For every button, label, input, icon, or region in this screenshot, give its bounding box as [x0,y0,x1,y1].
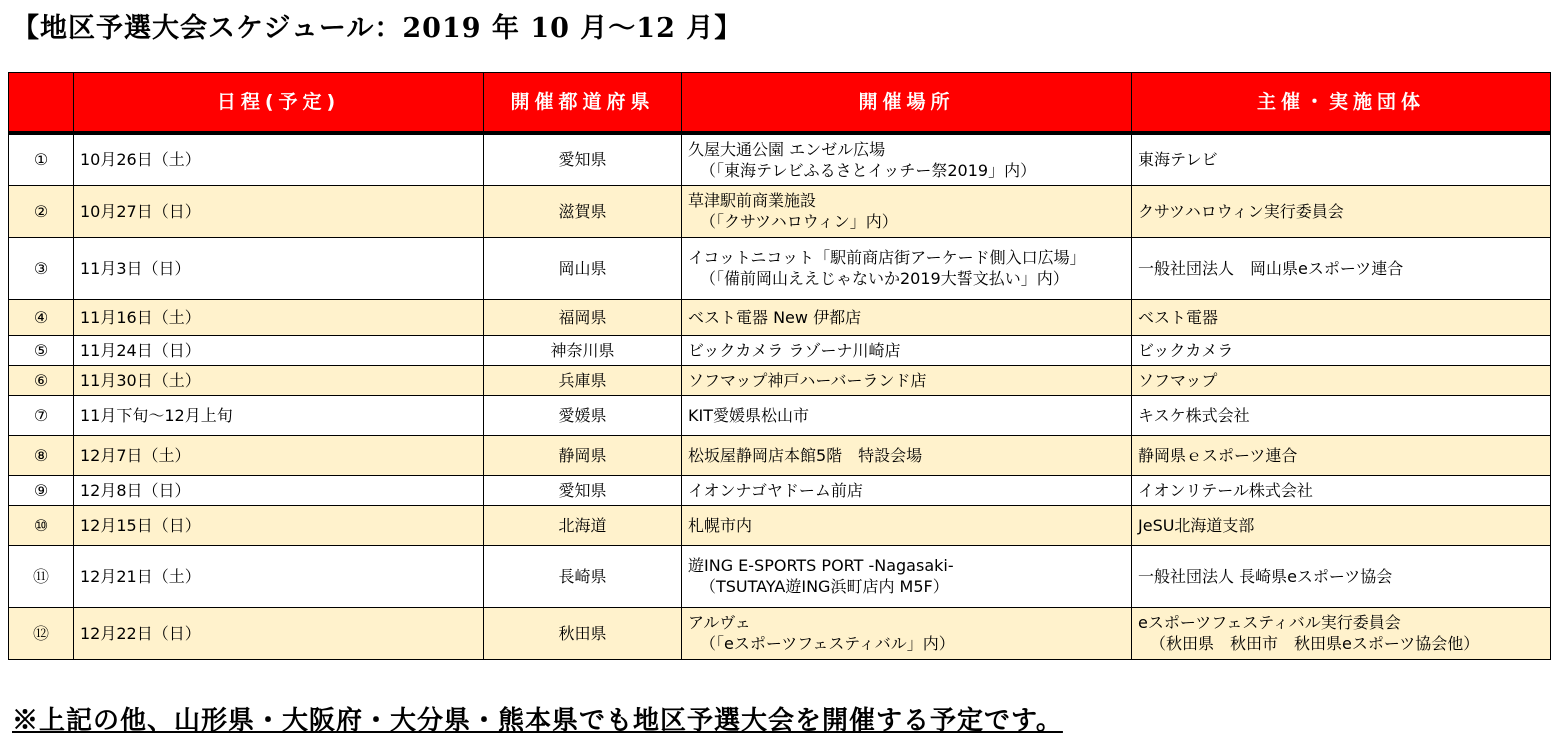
row-date [74,185,484,237]
row-venue [682,545,1132,607]
table-row [9,475,1551,505]
row-venue [682,365,1132,395]
row-number [9,395,74,435]
row-prefecture [484,185,682,237]
row-organizer [1132,545,1551,607]
row-organizer-text: 静岡県ｅスポーツ連合 [1138,445,1298,465]
row-organizer [1132,185,1551,237]
table-header-row [9,73,1551,134]
row-organizer-text: クサツハロウィン実行委員会 [1138,201,1344,221]
row-prefecture-text: 滋賀県 [558,201,607,221]
header-prefecture: 開催都道府県 [484,73,682,134]
row-organizer [1132,299,1551,335]
row-prefecture [484,237,682,299]
table-row [9,607,1551,659]
row-prefecture [484,299,682,335]
row-prefecture [484,133,682,185]
row-number-text: ① [33,150,49,170]
row-number [9,365,74,395]
row-organizer [1132,237,1551,299]
row-organizer [1132,607,1551,659]
row-venue [682,505,1132,545]
row-date-text: 12月8日（日） [80,480,191,500]
row-venue [682,185,1132,237]
table-row [9,237,1551,299]
row-organizer [1132,475,1551,505]
table-row [9,545,1551,607]
row-date-text: 12月22日（日） [80,623,201,643]
row-venue-text: イコットニコット「駅前商店街アーケード側入口広場」 [688,248,1086,267]
row-venue [682,133,1132,185]
row-venue [682,237,1132,299]
row-date-text: 11月24日（日） [80,340,201,360]
row-number-text: ④ [33,307,49,327]
row-number [9,607,74,659]
row-date [74,545,484,607]
row-number-text: ⑩ [33,515,49,535]
row-organizer [1132,335,1551,365]
row-venue-text: 久屋大通公園 エンゼル広場 [688,139,886,159]
row-prefecture [484,365,682,395]
row-date [74,133,484,185]
row-organizer [1132,505,1551,545]
row-venue-line2: （「備前岡山ええじゃないか2019大誓文払い」内） [700,269,1069,288]
row-venue [682,607,1132,659]
row-venue-line2: （「東海テレビふるさとイッチー祭2019」内） [700,160,1037,180]
row-prefecture-text: 秋田県 [558,623,607,643]
header-number [9,73,74,134]
row-venue-line2: （TSUTAYA遊ING浜町店内 M5F） [700,577,949,596]
row-number [9,335,74,365]
row-date-text: 12月7日（土） [80,445,191,465]
row-number [9,185,74,237]
table-row [9,335,1551,365]
row-organizer [1132,435,1551,475]
row-prefecture-text: 愛知県 [558,480,607,500]
row-prefecture-text: 岡山県 [558,258,607,278]
row-prefecture [484,475,682,505]
row-organizer-text: キスケ株式会社 [1138,405,1250,425]
row-prefecture [484,545,682,607]
row-venue-text: ベスト電器 New 伊都店 [688,307,862,327]
header-venue: 開催場所 [682,73,1132,134]
row-date-text: 11月下旬～12月上旬 [80,405,233,425]
row-organizer-text: JeSU北海道支部 [1138,515,1255,535]
row-number-text: ⑨ [33,480,49,500]
header-date: 日程(予定) [74,73,484,134]
row-date [74,505,484,545]
table-row [9,185,1551,237]
row-organizer [1132,365,1551,395]
row-venue-text: 松坂屋静岡店本館5階 特設会場 [688,445,923,465]
header-organizer: 主催・実施団体 [1132,73,1551,134]
row-date [74,237,484,299]
row-venue-text: 遊ING E-SPORTS PORT -Nagasaki- [688,556,954,575]
table-row [9,435,1551,475]
row-venue-text: アルヴェ [688,613,751,632]
schedule-table [8,72,1551,660]
row-venue-text: イオンナゴヤドーム前店 [688,480,863,500]
row-venue-text: ビックカメラ ラゾーナ川崎店 [688,340,901,360]
row-organizer [1132,133,1551,185]
row-venue [682,395,1132,435]
row-number [9,133,74,185]
row-date [74,435,484,475]
row-date [74,365,484,395]
row-venue [682,299,1132,335]
row-date [74,607,484,659]
table-row [9,365,1551,395]
row-prefecture-text: 愛知県 [558,150,607,170]
row-date-text: 12月15日（日） [80,515,201,535]
row-number [9,299,74,335]
row-number-text: ⑫ [32,623,49,643]
row-prefecture-text: 愛媛県 [558,405,607,425]
row-venue-line2: （「クサツハロウィン」内） [700,212,898,231]
row-organizer-text: イオンリテール株式会社 [1138,480,1313,500]
row-organizer-text: 東海テレビ [1138,150,1218,170]
row-venue-text: 札幌市内 [688,515,753,535]
row-number-text: ⑤ [33,340,49,360]
row-prefecture-text: 静岡県 [558,445,607,465]
table-row [9,133,1551,185]
row-prefecture [484,607,682,659]
row-date-text: 10月26日（土） [80,150,201,170]
row-date [74,299,484,335]
row-prefecture-text: 兵庫県 [558,370,607,390]
row-venue-text: KIT愛媛県松山市 [688,405,809,425]
row-number-text: ⑧ [33,445,49,465]
row-organizer-text: 一般社団法人 岡山県eスポーツ連合 [1138,258,1404,278]
row-venue-text: ソフマップ神戸ハーバーランド店 [688,370,927,390]
row-date [74,395,484,435]
row-venue [682,475,1132,505]
row-organizer-line2: （秋田県 秋田市 秋田県eスポーツ協会他） [1150,634,1480,653]
row-organizer-text: ビックカメラ [1138,340,1234,360]
row-date [74,335,484,365]
row-prefecture [484,505,682,545]
row-date [74,475,484,505]
row-prefecture [484,335,682,365]
row-organizer [1132,395,1551,435]
table-row [9,395,1551,435]
row-number-text: ③ [33,258,49,278]
row-number-text: ⑦ [33,405,49,425]
row-number [9,237,74,299]
row-organizer-text: 一般社団法人 長崎県eスポーツ協会 [1138,566,1393,586]
row-prefecture-text: 長崎県 [558,566,607,586]
table-row [9,299,1551,335]
row-date-text: 11月30日（土） [80,370,201,390]
row-number [9,475,74,505]
row-prefecture-text: 北海道 [558,515,607,535]
row-number-text: ⑪ [32,566,49,586]
row-date-text: 10月27日（日） [80,201,201,221]
row-number-text: ② [33,201,49,221]
row-date-text: 12月21日（土） [80,566,201,586]
row-venue [682,435,1132,475]
row-prefecture-text: 福岡県 [558,307,607,327]
row-organizer-text: eスポーツフェスティバル実行委員会 [1138,613,1401,632]
row-venue [682,335,1132,365]
row-date-text: 11月3日（日） [80,258,191,278]
row-date-text: 11月16日（土） [80,307,201,327]
row-number [9,505,74,545]
page-title: 【地区予選大会スケジュール：2019 年 10 月～12 月】 [12,13,743,44]
row-prefecture-text: 神奈川県 [550,340,615,360]
row-venue-text: 草津駅前商業施設 [688,191,817,210]
row-prefecture [484,395,682,435]
row-venue-line2: （「eスポーツフェスティバル」内） [700,634,955,653]
row-prefecture [484,435,682,475]
footnote: ※上記の他、山形県・大阪府・大分県・熊本県でも地区予選大会を開催する予定です。 [12,706,1063,736]
row-number [9,435,74,475]
row-number-text: ⑥ [33,370,49,390]
row-organizer-text: ソフマップ [1138,370,1218,390]
row-organizer-text: ベスト電器 [1138,307,1219,327]
row-number [9,545,74,607]
table-row [9,505,1551,545]
